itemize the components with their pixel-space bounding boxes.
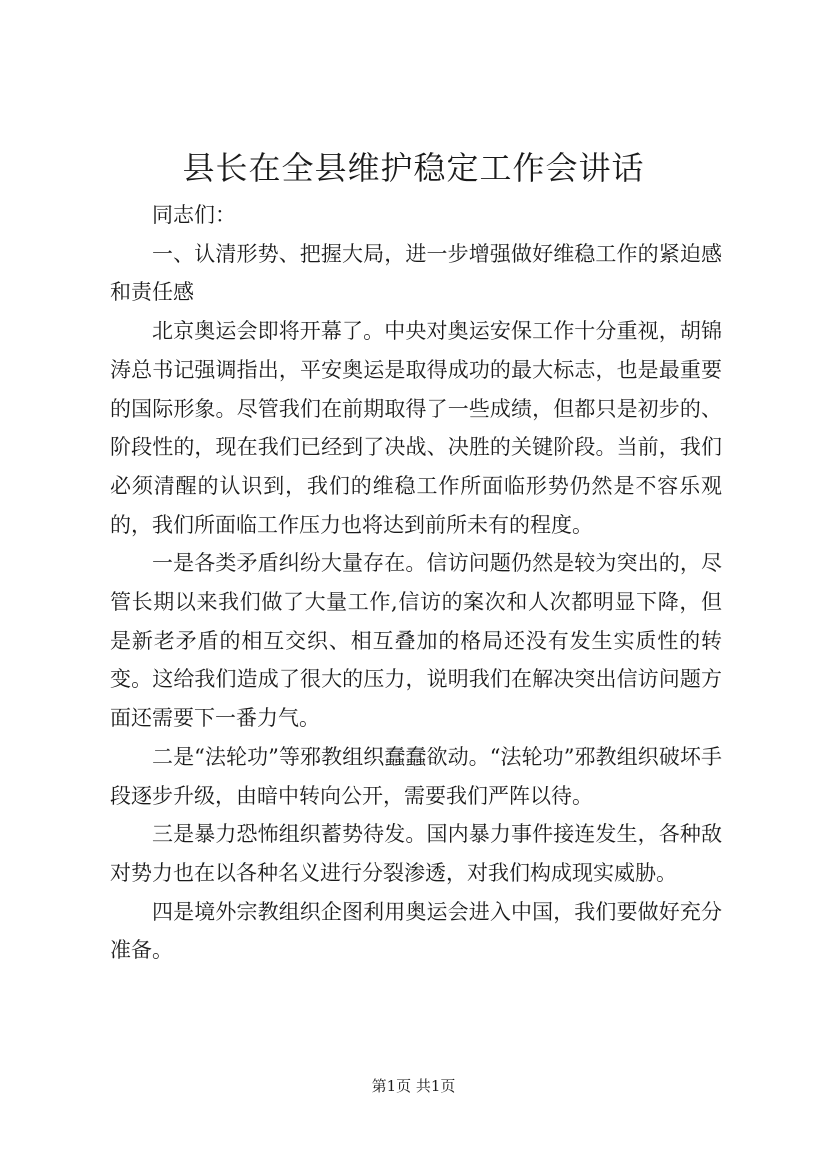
body-paragraph: 北京奥运会即将开幕了。中央对奥运安保工作十分重视，胡锦涛总书记强调指出，平安奥运是取得成功的最大标志，也是最重要的国际形象。尽管我们在前期取得了一些成绩，但都只是初步的、阶段性的，现在我们已经到了决战、决胜的关键阶段。当前，我们必须清醒的认识到，我们的维稳工作所面临形势仍然是不容乐观的，我们所面临工作压力也将达到前所未有的程度。 [110,319,722,537]
page-number-footer: 第1页 共1页 [371,1077,456,1095]
body-paragraph: 三是暴力恐怖组织蓄势待发。国内暴力事件接连发生，各种敌对势力也在以各种名义进行分裂渗透，对我们构成现实威胁。 [110,822,722,885]
document-body [110,196,722,970]
salutation-paragraph: 同志们： [152,203,236,227]
body-paragraph: 一是各类矛盾纠纷大量存在。信访问题仍然是较为突出的，尽管长期以来我们做了大量工作,信访的案次和人次都明显下降，但是新老矛盾的相互交织、相互叠加的格局还没有发生实质性的转变。这给我们造成了很大的压力，说明我们在解决突出信访问题方面还需要下一番力气。 [110,551,722,731]
body-paragraph: 四是境外宗教组织企图利用奥运会进入中国，我们要做好充分准备。 [110,899,722,963]
document-title: 县长在全县维护稳定工作会讲话 [182,149,645,187]
section-heading-paragraph: 一、认清形势、把握大局，进一步增强做好维稳工作的紧迫感和责任感 [110,241,722,305]
body-paragraph: 二是“法轮功”等邪教组织蠢蠢欲动。“法轮功”邪教组织破坏手段逐步升级，由暗中转向公开，需要我们严阵以待。 [110,744,722,808]
